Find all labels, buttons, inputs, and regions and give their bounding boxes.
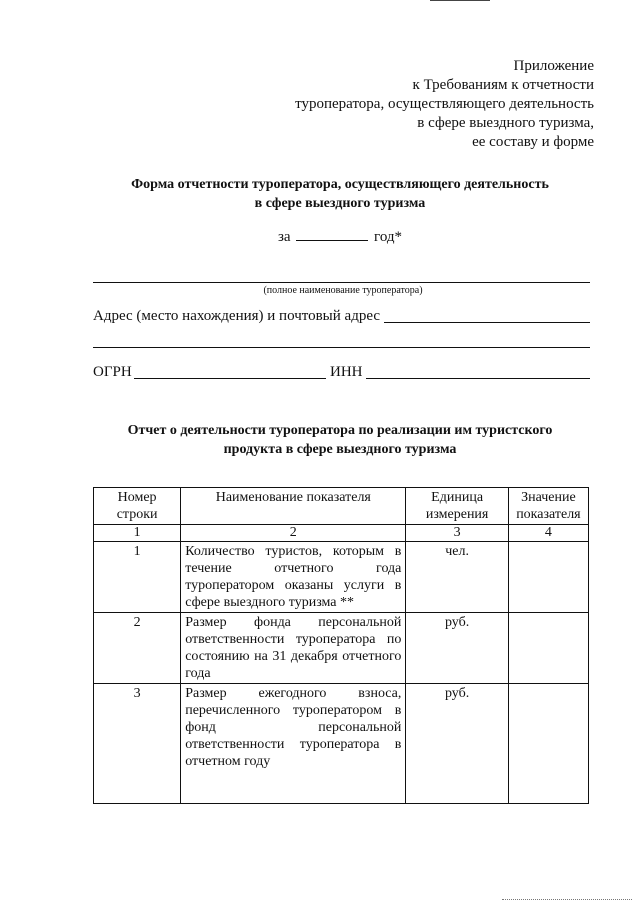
address-field[interactable] <box>384 322 590 323</box>
appendix-line: Приложение <box>513 58 594 74</box>
unit: руб. <box>406 613 508 684</box>
ogrn-field[interactable] <box>134 378 326 379</box>
column-number: 2 <box>181 525 406 542</box>
appendix-line: к Требованиям к отчетности <box>412 77 594 93</box>
column-number: 1 <box>94 525 181 542</box>
form-title-line: в сфере выездного туризма <box>254 196 426 211</box>
header-indicator-name: Наименование показателя <box>181 488 406 525</box>
top-edge-line <box>430 0 490 1</box>
indicator-value-cell[interactable] <box>508 542 588 613</box>
row-number: 3 <box>94 684 181 804</box>
report-title-line: продукта в сфере выездного туризма <box>223 442 457 457</box>
address-field-continued[interactable] <box>93 347 590 348</box>
report-table <box>93 487 589 804</box>
form-title-line: Форма отчетности туроператора, осуществляющего деятельность <box>131 177 549 192</box>
bottom-edge-mark <box>502 899 632 900</box>
table-header-row <box>94 488 589 525</box>
indicator-value-cell[interactable] <box>508 684 588 804</box>
operator-name-caption: (полное наименование туроператора) <box>263 285 423 296</box>
inn-field[interactable] <box>366 378 590 379</box>
address-label: Адрес (место нахождения) и почтовый адрес <box>93 308 381 324</box>
ogrn-label: ОГРН <box>93 364 132 380</box>
column-number: 3 <box>406 525 508 542</box>
indicator-name: Размер фонда персональной ответственности туроператора по состоянию на 31 декабря отчетного года <box>181 613 406 684</box>
indicator-name: Количество туристов, которым в течение отчетного года туроператором оказаны услуги в сфере выездного туризма ** <box>181 542 406 613</box>
appendix-block <box>295 57 594 152</box>
table-row <box>94 542 589 613</box>
period-suffix: год* <box>374 229 403 245</box>
period-year-field[interactable] <box>296 227 368 241</box>
table-column-numbers-row <box>94 525 589 542</box>
row-number: 2 <box>94 613 181 684</box>
period-line <box>40 227 640 246</box>
inn-label: ИНН <box>330 364 363 380</box>
header-row-number: Номер строки <box>94 488 181 525</box>
row-number: 1 <box>94 542 181 613</box>
header-unit: Единица измерения <box>406 488 508 525</box>
indicator-name: Размер ежегодного взноса, перечисленного туроператором в фонд персональной ответственности туроператора в отчетном году <box>181 684 406 804</box>
operator-name-field[interactable] <box>93 282 590 283</box>
unit: руб. <box>406 684 508 804</box>
appendix-line: ее составу и форме <box>472 134 594 150</box>
report-title-line: Отчет о деятельности туроператора по реализации им туристского <box>127 423 553 438</box>
table-row <box>94 684 589 804</box>
period-prefix: за <box>277 229 291 245</box>
appendix-line: туроператора, осуществляющего деятельность <box>295 96 594 112</box>
indicator-value-cell[interactable] <box>508 613 588 684</box>
column-number: 4 <box>508 525 588 542</box>
table-row <box>94 613 589 684</box>
form-title <box>40 175 640 213</box>
header-value: Значение показателя <box>508 488 588 525</box>
appendix-line: в сфере выездного туризма, <box>417 115 594 131</box>
unit: чел. <box>406 542 508 613</box>
report-title <box>40 421 640 459</box>
